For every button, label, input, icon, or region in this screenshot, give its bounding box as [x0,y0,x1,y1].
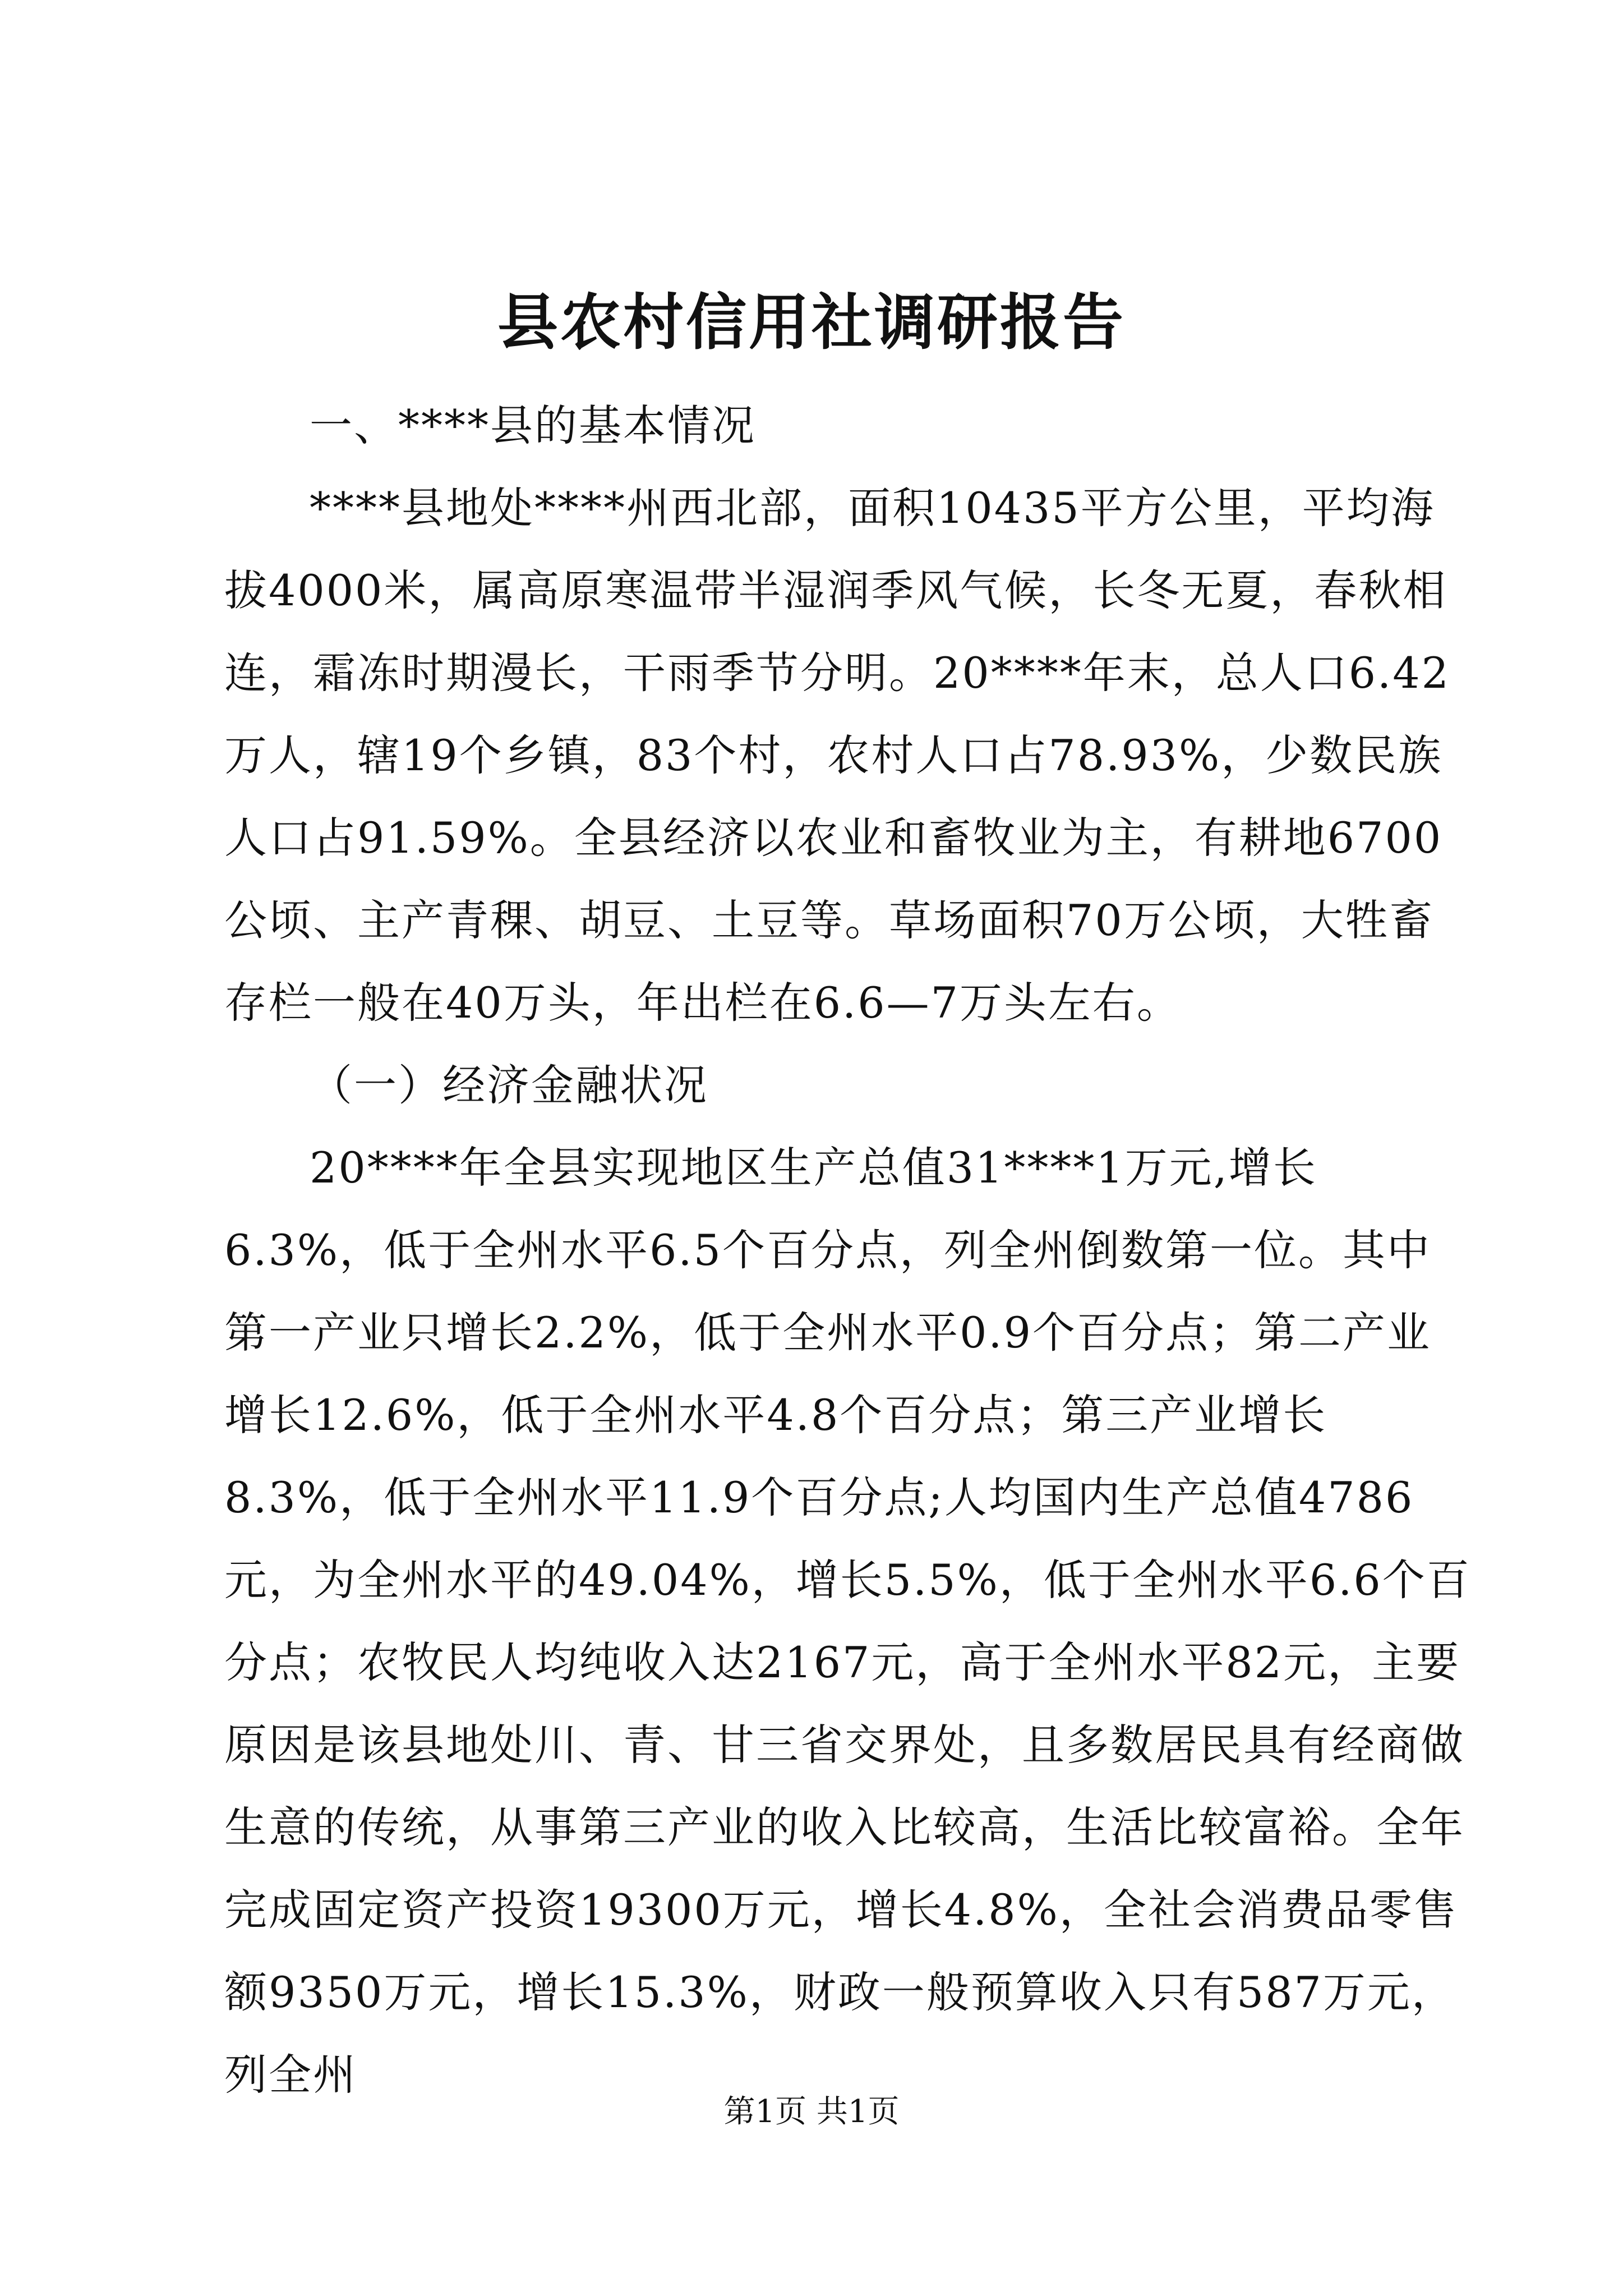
body-paragraph: ****县地处****州西北部，面积10435平方公里，平均海拔4000米，属高原寒温带半湿润季风气候，长冬无夏，春秋相连，霜冻时期漫长，干雨季节分明。20****年末，总人口6.42万人，辖19个乡镇，83个村，农村人口占78.93%，少数民族人口占91.59%。全县经济以农业和畜牧业为主，有耕地6700公顷、主产青稞、胡豆、土豆等。草场面积70万公顷，大牲畜存栏一般在40万头，年出栏在6.6—7万头左右。 [224,483,1450,1028]
section-heading: 一、****县的基本情况 [310,401,756,450]
document-body [224,384,1475,2116]
page-footer: 第1页 共1页 [723,2093,900,2130]
subsection-heading: （一）经济金融状况 [310,1060,708,1110]
document-title: 县农村信用社调研报告 [497,287,1126,358]
body-paragraph: 20****年全县实现地区生产总值31****1万元,增长6.3%，低于全州水平6.5个百分点，列全州倒数第一位。其中第一产业只增长2.2%，低于全州水平0.9个百分点；第二产业增长12.6%，低于全州水平4.8个百分点；第三产业增长8.3%，低于全州水平11.9个百分点;人均国内生产总值4786元，为全州水平的49.04%，增长5.5%，低于全州水平6.6个百分点；农牧民人均纯收入达2167元，高于全州水平82元，主要原因是该县地处川、青、甘三省交界处，且多数居民具有经商做生意的传统，从事第三产业的收入比较高，生活比较富裕。全年完成固定资产投资19300万元，增长4.8%，全社会消费品零售额9350万元，增长15.3%，财政一般预算收入只有587万元，列全州 [224,1143,1471,2100]
